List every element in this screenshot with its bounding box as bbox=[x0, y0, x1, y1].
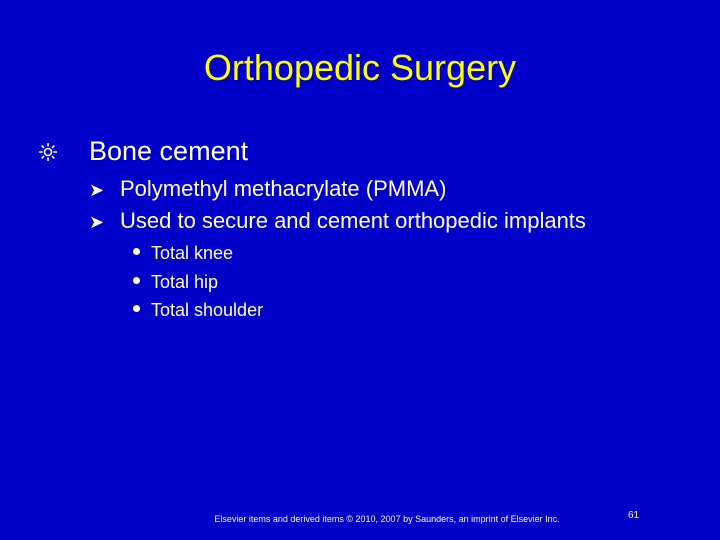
arrowhead-bullet-icon: ➤ bbox=[89, 212, 105, 232]
dot-bullet-icon bbox=[133, 277, 140, 284]
nested-bullet-text: Total hip bbox=[151, 272, 219, 292]
nested-bullet-text: Total knee bbox=[151, 243, 234, 263]
main-bullet-text: Bone cement bbox=[89, 136, 249, 166]
copyright-footer: Elsevier items and derived items © 2010, 2007 by Saunders, an imprint of Elsevier Inc. bbox=[214, 514, 560, 524]
arrowhead-bullet-icon: ➤ bbox=[89, 180, 105, 200]
sun-bullet-icon bbox=[38, 142, 58, 162]
slide-title: Orthopedic Surgery bbox=[203, 47, 517, 88]
dot-bullet-icon bbox=[133, 305, 140, 312]
dot-bullet-icon bbox=[133, 248, 140, 255]
sub-bullet-text: Polymethyl methacrylate (PMMA) bbox=[120, 176, 447, 201]
sub-bullet-text: Used to secure and cement orthopedic implants bbox=[120, 208, 586, 233]
page-number: 61 bbox=[628, 510, 640, 521]
nested-bullet-text: Total shoulder bbox=[151, 300, 264, 320]
